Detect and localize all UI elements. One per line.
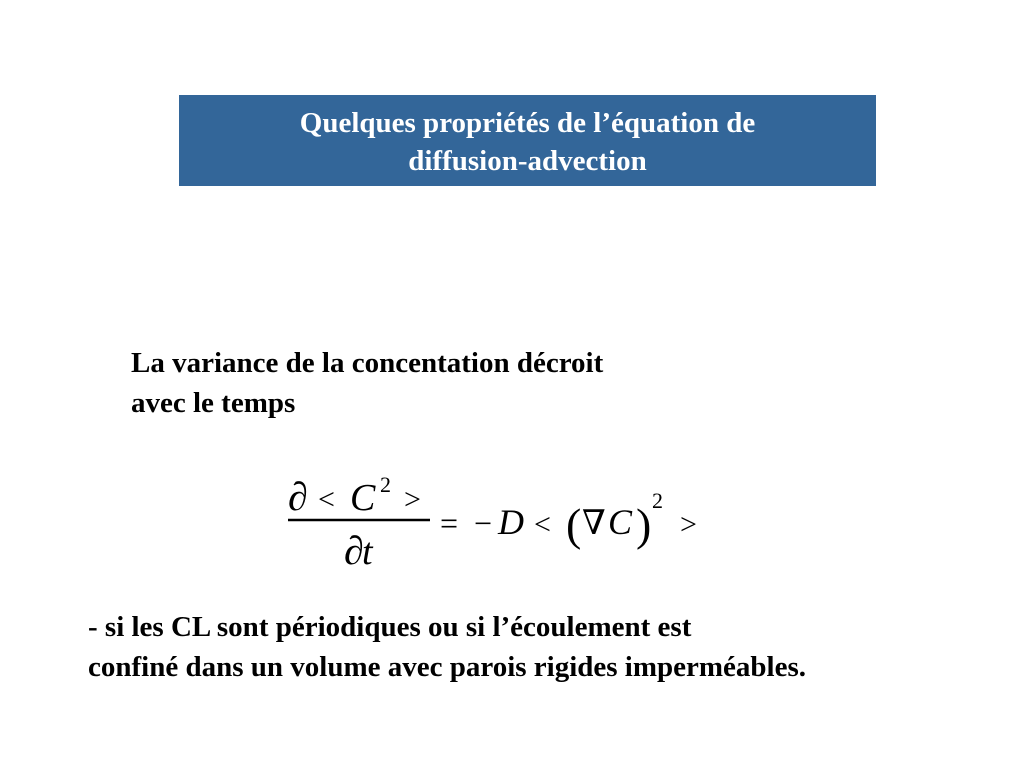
- numerator-greater-than: >: [404, 483, 421, 516]
- numerator-partial-symbol: ∂: [288, 474, 308, 519]
- rhs-greater-than: >: [680, 508, 697, 541]
- slide-title-line-2: diffusion-advection: [408, 144, 647, 177]
- minus-sign: −: [474, 505, 493, 541]
- numerator-variable-c: C: [350, 477, 376, 519]
- boundary-condition-line-1: - si les CL sont périodiques ou si l’écoulement est: [88, 611, 692, 643]
- variance-statement-line-2: avec le temps: [131, 387, 296, 419]
- diffusion-coefficient: D: [498, 502, 524, 542]
- denominator-partial-symbol: ∂: [344, 528, 364, 573]
- denominator-variable-t: t: [362, 531, 373, 573]
- variance-equation: [280, 462, 720, 582]
- boundary-condition-note: [88, 607, 806, 687]
- variance-statement: [131, 343, 603, 423]
- numerator-less-than: <: [318, 483, 335, 516]
- rhs-less-than: <: [534, 508, 551, 541]
- slide-title-banner: [179, 95, 876, 186]
- numerator-exponent: 2: [380, 472, 391, 497]
- equals-sign: =: [440, 505, 459, 541]
- rhs-exponent: 2: [652, 488, 663, 513]
- rhs-variable-c: C: [608, 502, 633, 542]
- left-parenthesis: (: [566, 499, 582, 550]
- equation-svg: [280, 462, 720, 582]
- variance-statement-line-1: La variance de la concentation décroit: [131, 347, 604, 379]
- boundary-condition-line-2: confiné dans un volume avec parois rigides imperméables.: [88, 651, 807, 683]
- nabla-symbol: ∇: [582, 505, 606, 542]
- slide-title-line-1: Quelques propriétés de l’équation de: [299, 106, 756, 139]
- right-parenthesis: ): [636, 499, 652, 550]
